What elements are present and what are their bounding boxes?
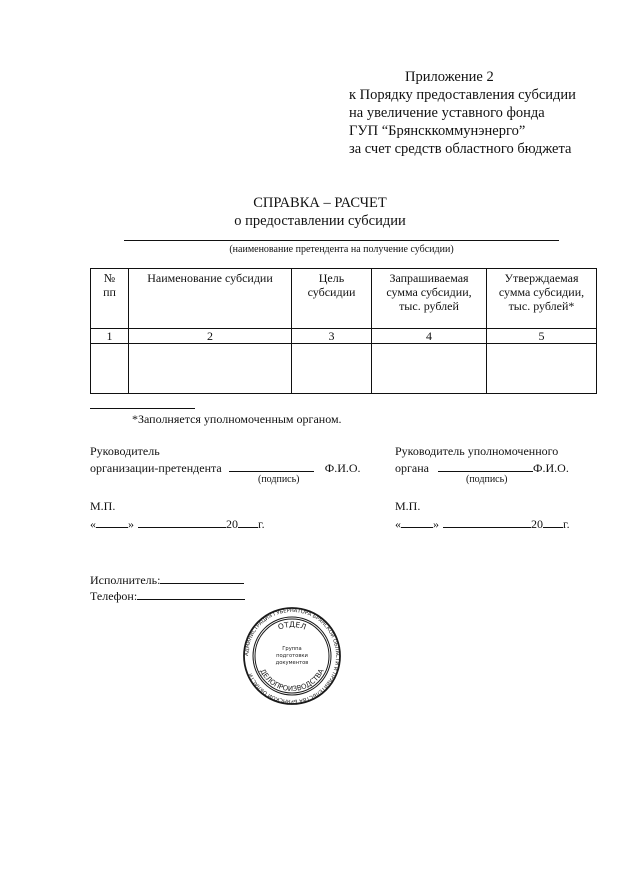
- left-month-field: [138, 514, 226, 528]
- table-cell: [91, 344, 129, 394]
- header-cell: Наименование субсидии: [129, 269, 292, 329]
- left-fio: Ф.И.О.: [324, 461, 361, 475]
- appendix-line: на увеличение уставного фонда: [349, 105, 545, 121]
- stamp-dept-bottom: ДЕЛОПРОИЗВОДСТВА: [258, 667, 326, 694]
- executor-line: [90, 570, 244, 587]
- left-signer-line: [90, 458, 361, 475]
- right-signature-field: [438, 458, 533, 472]
- left-date-line: « » 20 г.: [90, 514, 265, 531]
- column-number: 4: [372, 329, 487, 344]
- executor-label: Исполнитель:: [90, 573, 161, 587]
- right-signer-org: органа: [395, 461, 429, 475]
- left-signer-title: Руководитель: [90, 444, 160, 458]
- stamp-dept-top: ОТДЕЛ: [276, 620, 308, 632]
- left-signer-org: организации-претендента: [90, 461, 222, 475]
- right-fio: Ф.И.О.: [533, 461, 569, 475]
- left-year-field: [238, 514, 258, 528]
- header-cell: Цель субсидии: [292, 269, 372, 329]
- stamp-center-text: документов: [275, 660, 309, 666]
- column-number: 5: [487, 329, 597, 344]
- right-stamp-place: М.П.: [395, 499, 421, 513]
- appendix-block: [349, 68, 576, 158]
- left-day-field: [96, 514, 128, 528]
- document-subtitle: о предоставлении субсидии: [234, 213, 406, 229]
- footnote-divider: [90, 408, 195, 409]
- column-number: 3: [292, 329, 372, 344]
- table-cell: [487, 344, 597, 394]
- appendix-line: ГУП “Брянсккоммунэнерго”: [349, 123, 526, 139]
- official-stamp: [232, 606, 352, 706]
- table-header-row: [91, 269, 597, 329]
- appendix-line: за счет средств областного бюджета: [349, 141, 572, 157]
- table-number-row: [91, 329, 597, 344]
- header-cell: Утверждаемая сумма субсидии, тыс. рублей*: [487, 269, 597, 329]
- phone-field: [137, 586, 245, 600]
- table-cell: [292, 344, 372, 394]
- table-cell: [129, 344, 292, 394]
- left-signature-field: [229, 458, 314, 472]
- header-cell: Запрашиваемая сумма субсидии, тыс. рублей: [372, 269, 487, 329]
- executor-field: [160, 570, 244, 584]
- appendix-line: к Порядку предоставления субсидии: [349, 87, 576, 103]
- appendix-number: Приложение 2: [405, 69, 494, 85]
- right-day-field: [401, 514, 433, 528]
- stamp-center-text: подготовки: [276, 653, 308, 659]
- right-year-field: [543, 514, 563, 528]
- right-signer-title: Руководитель уполномоченного: [395, 444, 559, 458]
- right-month-field: [443, 514, 531, 528]
- column-number: 1: [91, 329, 129, 344]
- column-number: 2: [129, 329, 292, 344]
- applicant-name-line: [124, 240, 559, 241]
- right-signature-caption: (подпись): [466, 474, 508, 485]
- document-title: СПРАВКА – РАСЧЕТ: [253, 195, 387, 211]
- right-date-line: « » 20 г.: [395, 514, 570, 531]
- header-cell: № пп: [91, 269, 129, 329]
- table-row: [91, 344, 597, 394]
- phone-label: Телефон:: [90, 589, 138, 603]
- stamp-center-text: Группа: [282, 646, 302, 652]
- left-signature-caption: (подпись): [258, 474, 300, 485]
- footnote: *Заполняется уполномоченным органом.: [132, 412, 342, 426]
- applicant-caption: (наименование претендента на получение субсидии): [229, 244, 454, 255]
- subsidy-table: [90, 268, 597, 394]
- phone-line: [90, 586, 245, 603]
- table-cell: [372, 344, 487, 394]
- right-signer-line: [395, 458, 569, 475]
- left-stamp-place: М.П.: [90, 499, 116, 513]
- stamp-ring-text: АДМИНИСТРАЦИЯ ГУБЕРНАТОРА БРЯНСКОЙ ОБЛАСТИ И ПРАВИТЕЛЬСТВА БРЯНСКОЙ ОБЛАСТИ: [243, 607, 341, 705]
